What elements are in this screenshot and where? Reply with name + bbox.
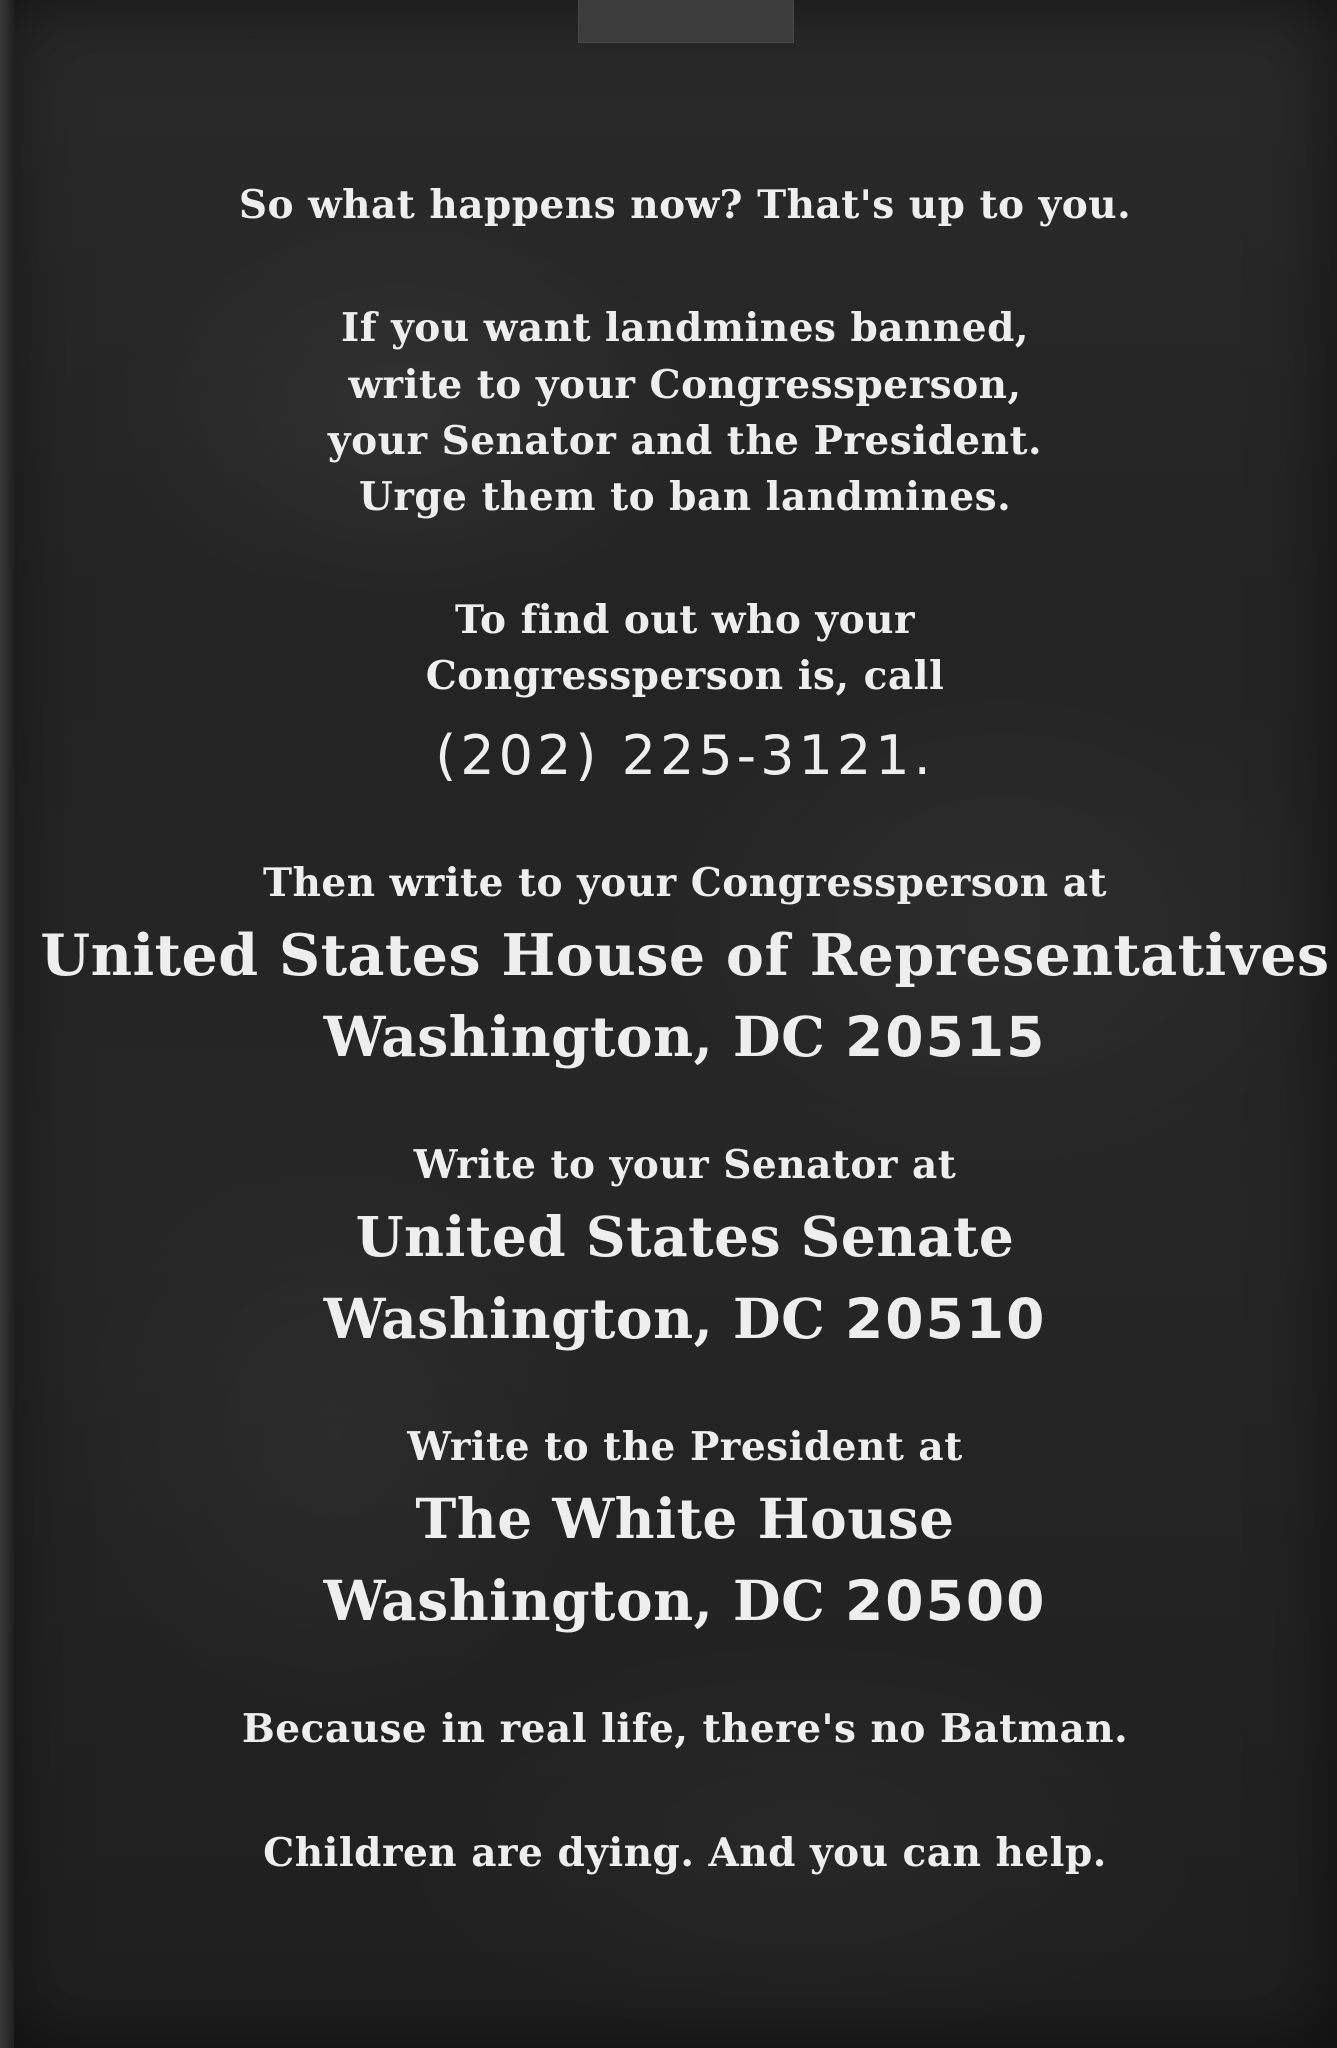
phone-intro-line2: Congressperson is, call [425, 653, 945, 699]
phone-intro-line1: To find out who your [455, 597, 915, 643]
senate-city: Washington, DC [323, 1286, 826, 1351]
senate-zip: 20510 [845, 1287, 1047, 1351]
senate-intro: Write to your Senator at [413, 1142, 957, 1188]
president-zip: 20500 [845, 1569, 1047, 1633]
closing-batman: Because in real life, there's no Batman. [241, 1706, 1129, 1752]
president-name: The White House [415, 1486, 955, 1551]
house-city: Washington, DC [323, 1004, 826, 1069]
closing-help: Children are dying. And you can help. [263, 1830, 1107, 1876]
house-intro: Then write to your Congressperson at [263, 860, 1107, 906]
house-address [40, 1004, 1330, 1069]
senate-name: United States Senate [355, 1204, 1015, 1269]
intro-line-congressperson: write to your Congressperson, [348, 362, 1022, 408]
house-name: United States House of Representatives [40, 922, 1330, 989]
page-tab [578, 0, 794, 43]
president-intro: Write to the President at [407, 1424, 963, 1470]
phone-number: (202) 225-3121. [435, 724, 935, 787]
intro-line-ban: If you want landmines banned, [341, 305, 1029, 351]
president-city: Washington, DC [323, 1568, 826, 1633]
intro-line-senator: your Senator and the President. [327, 418, 1043, 464]
senate-address [40, 1286, 1330, 1351]
house-zip: 20515 [845, 1005, 1047, 1069]
intro-question: So what happens now? That's up to you. [238, 182, 1132, 228]
president-address [40, 1568, 1330, 1633]
intro-line-urge: Urge them to ban landmines. [358, 474, 1012, 520]
page-edge [0, 0, 14, 2048]
